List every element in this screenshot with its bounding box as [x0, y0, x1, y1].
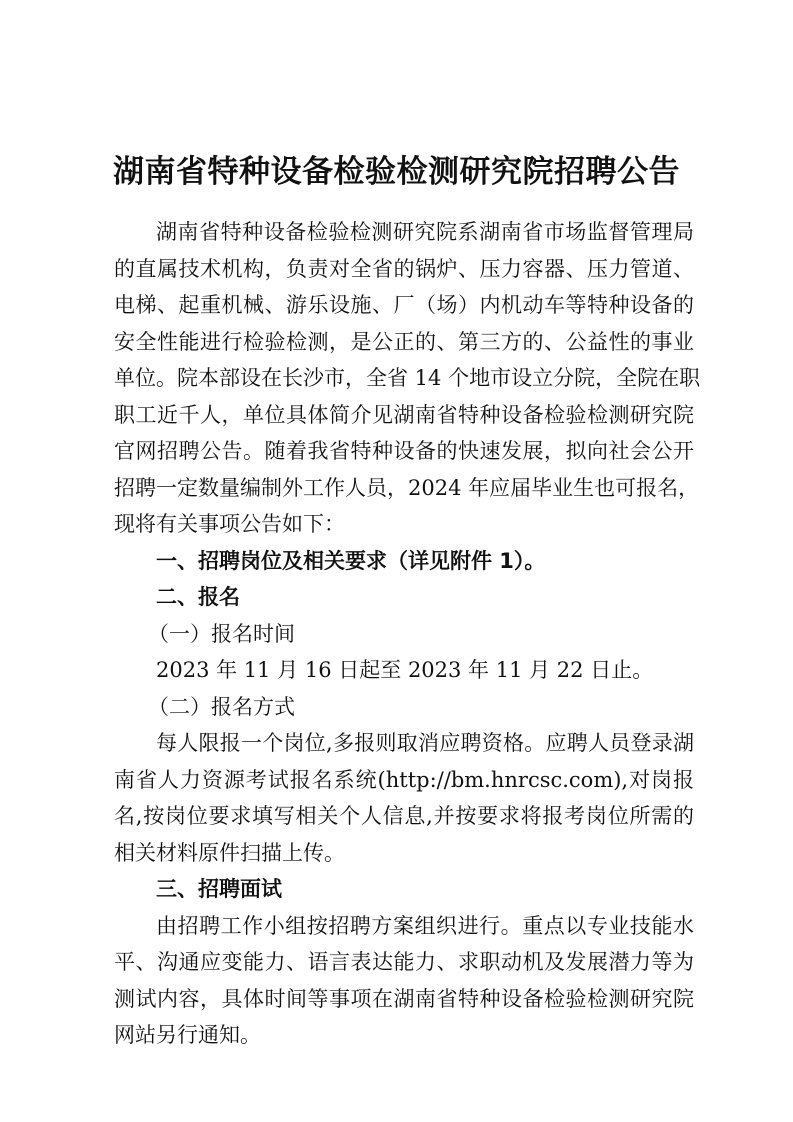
interview-line: 测试内容，具体时间等事项在湖南省特种设备检验检测研究院: [114, 986, 694, 1011]
interview-line: 网站另行通知。: [114, 1023, 261, 1047]
registration-method-line: 南省人力资源考试报名系统(http://bm.hnrcsc.com),对岗报: [114, 767, 694, 792]
intro-line: 安全性能进行检验检测，是公正的、第三方的、公益性的事业: [114, 329, 694, 354]
intro-line: 职工近千人，单位具体简介见湖南省特种设备检验检测研究院: [114, 402, 694, 427]
section-heading-interview: 三、招聘面试: [156, 877, 282, 901]
intro-line: 现将有关事项公告如下：: [114, 512, 345, 536]
registration-method-line: 相关材料原件扫描上传。: [114, 840, 345, 865]
registration-method-line: 名,按岗位要求填写相关个人信息,并按要求将报考岗位所需的: [114, 804, 694, 828]
subsection-heading-registration-time: （一）报名时间: [148, 621, 295, 646]
interview-line: 平、沟通应变能力、语言表达能力、求职动机及发展潜力等为: [114, 950, 694, 974]
intro-line: 招聘一定数量编制外工作人员，2024 年应届毕业生也可报名，: [114, 475, 700, 500]
document-title: 湖南省特种设备检验检测研究院招聘公告: [113, 154, 680, 190]
section-heading-registration: 二、报名: [156, 585, 240, 609]
registration-time-text: 2023 年 11 月 16 日起至 2023 年 11 月 22 日止。: [156, 658, 654, 682]
subsection-heading-registration-method: （二）报名方式: [148, 694, 295, 719]
intro-line: 电梯、起重机械、游乐设施、厂（场）内机动车等特种设备的: [114, 293, 694, 317]
registration-method-line: 每人限报一个岗位,多报则取消应聘资格。应聘人员登录湖: [156, 731, 694, 755]
intro-line: 湖南省特种设备检验检测研究院系湖南省市场监督管理局: [156, 220, 694, 244]
section-heading-positions: 一、招聘岗位及相关要求（详见附件 1）。: [156, 548, 546, 573]
interview-line: 由招聘工作小组按招聘方案组织进行。重点以专业技能水: [156, 913, 694, 938]
intro-line: 单位。院本部设在长沙市，全省 14 个地市设立分院，全院在职: [114, 366, 701, 390]
document-body: [114, 214, 701, 1054]
intro-line: 的直属技术机构，负责对全省的锅炉、压力容器、压力管道、: [114, 256, 694, 281]
intro-line: 官网招聘公告。随着我省特种设备的快速发展，拟向社会公开: [114, 439, 694, 463]
